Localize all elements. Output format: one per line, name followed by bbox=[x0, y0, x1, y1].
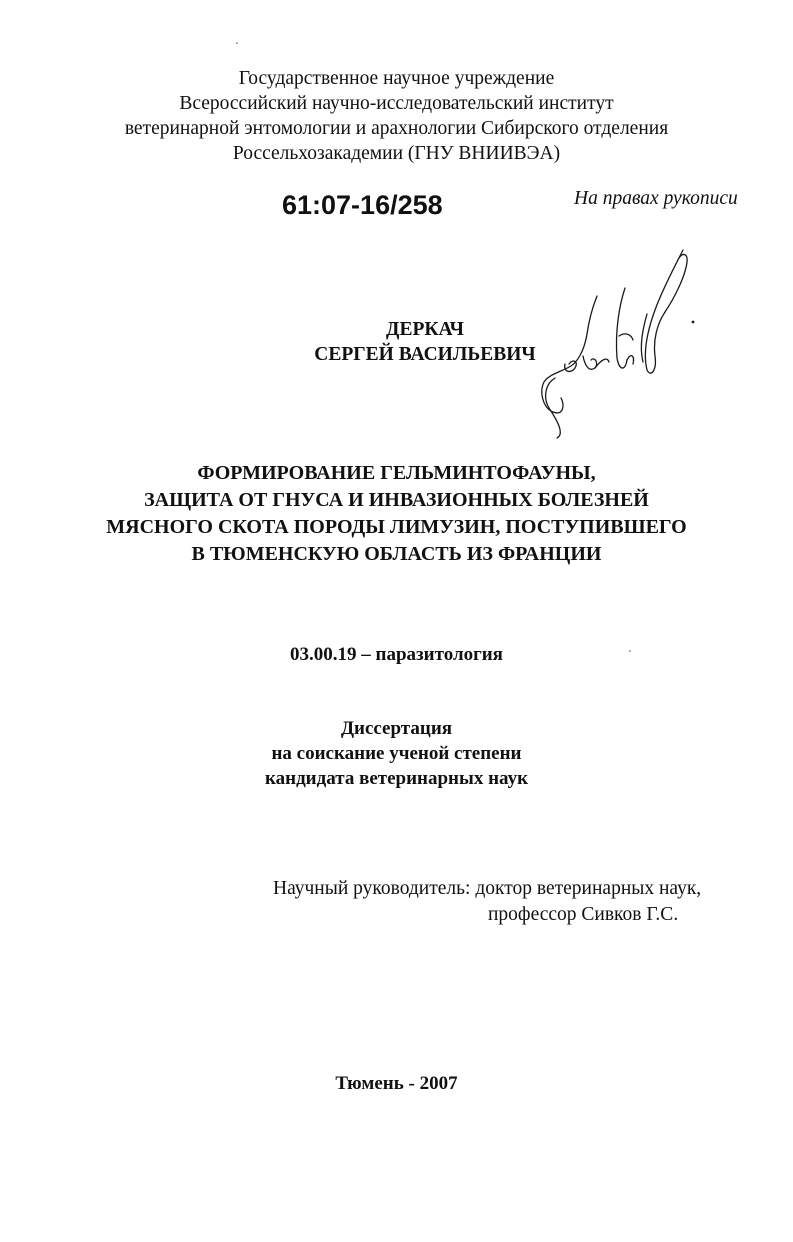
title-line-4: В ТЮМЕНСКУЮ ОБЛАСТЬ ИЗ ФРАНЦИИ bbox=[191, 543, 602, 565]
institution-line-3: ветеринарной энтомологии и арахнологии Сибирского отделения bbox=[124, 118, 669, 139]
title-line-2: ЗАЩИТА ОТ ГНУСА И ИНВАЗИОННЫХ БОЛЕЗНЕЙ bbox=[144, 489, 649, 511]
specialty bbox=[0, 642, 793, 667]
institution-line-2: Всероссийский научно-исследовательский институт bbox=[179, 93, 614, 114]
degree-line-2: на соискание ученой степени bbox=[271, 743, 522, 764]
place-year-text: Тюмень - 2007 bbox=[335, 1073, 458, 1094]
institution-line-1: Государственное научное учреждение bbox=[238, 68, 555, 89]
title-line-1: ФОРМИРОВАНИЕ ГЕЛЬМИНТОФАУНЫ, bbox=[197, 462, 596, 484]
manuscript-rights: На правах рукописи bbox=[574, 188, 738, 209]
signature-icon bbox=[535, 248, 705, 443]
author-given-names: СЕРГЕЙ ВАСИЛЬЕВИЧ bbox=[314, 344, 536, 365]
title-line-3: МЯСНОГО СКОТА ПОРОДЫ ЛИМУЗИН, ПОСТУПИВШЕГО bbox=[106, 516, 687, 538]
degree-line-1: Диссертация bbox=[340, 718, 453, 739]
degree-block bbox=[0, 716, 793, 791]
institution-header bbox=[0, 66, 793, 166]
institution-line-4: Россельхозакадемии (ГНУ ВНИИВЭА) bbox=[232, 143, 561, 164]
scan-speck bbox=[629, 650, 631, 652]
author-surname: ДЕРКАЧ bbox=[386, 319, 464, 340]
supervisor-line-2: профессор Сивков Г.С. bbox=[488, 904, 679, 925]
supervisor-line-1: Научный руководитель: доктор ветеринарных наук, bbox=[273, 878, 702, 899]
author-block bbox=[280, 317, 570, 367]
dissertation-title bbox=[0, 460, 793, 568]
place-year bbox=[0, 1071, 793, 1096]
scan-speck bbox=[236, 42, 238, 44]
specialty-text: 03.00.19 – паразитология bbox=[290, 644, 503, 665]
degree-line-3: кандидата ветеринарных наук bbox=[264, 768, 529, 789]
catalog-code: 61:07-16/258 bbox=[282, 190, 443, 220]
